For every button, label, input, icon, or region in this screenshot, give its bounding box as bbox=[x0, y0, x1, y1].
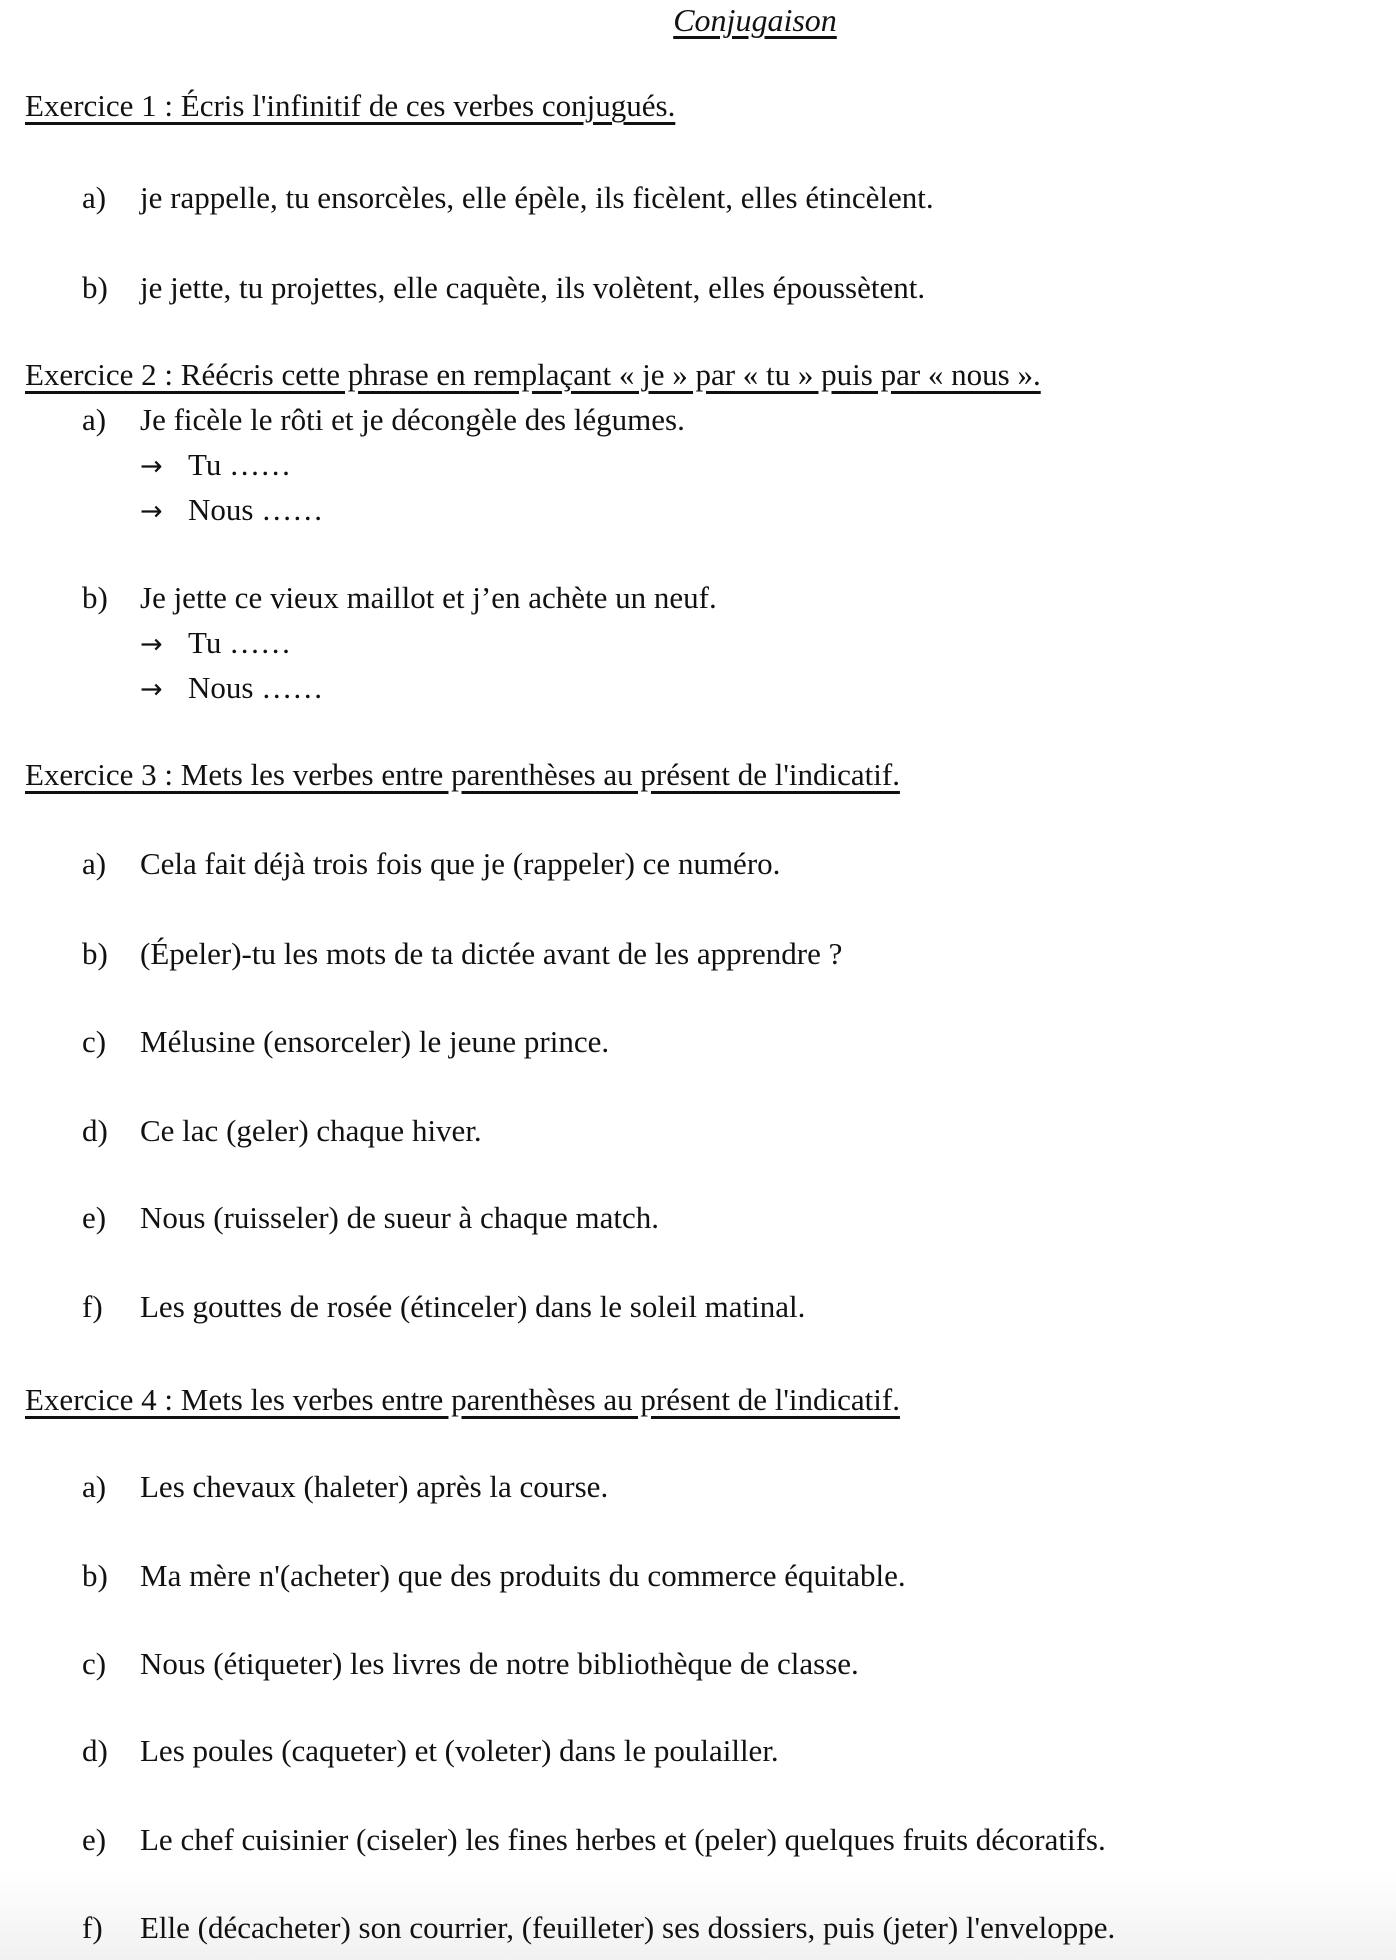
exercise-2-item-b bbox=[82, 580, 717, 616]
exercise-1-item-a bbox=[82, 180, 934, 216]
exercise-3-item-d bbox=[82, 1113, 482, 1149]
item-text: Ma mère n'(acheter) que des produits du commerce équitable. bbox=[140, 1558, 906, 1593]
item-letter: d) bbox=[82, 1113, 108, 1148]
exercise-4-item-c bbox=[82, 1646, 859, 1682]
exercise-4-item-b bbox=[82, 1558, 906, 1594]
item-letter: f) bbox=[82, 1910, 103, 1945]
item-letter: b) bbox=[82, 580, 108, 615]
item-letter: a) bbox=[82, 1469, 107, 1504]
item-text: je rappelle, tu ensorcèles, elle épèle, ils ficèlent, elles étincèlent. bbox=[140, 180, 934, 215]
item-text: Nous (étiqueter) les livres de notre bibliothèque de classe. bbox=[140, 1646, 859, 1681]
item-letter: b) bbox=[82, 936, 108, 971]
item-letter: f) bbox=[82, 1289, 103, 1324]
answer-prompt: Tu …… bbox=[188, 447, 292, 482]
item-text: Mélusine (ensorceler) le jeune prince. bbox=[140, 1024, 610, 1059]
arrow-right-icon: → bbox=[140, 451, 163, 482]
exercise-4-item-a bbox=[82, 1469, 608, 1505]
exercise-3-item-f bbox=[82, 1289, 805, 1325]
exercise-2-heading: Exercice 2 : Réécris cette phrase en remplaçant « je » par « tu » puis par « nous ». bbox=[25, 357, 1041, 392]
exercise-3-item-c bbox=[82, 1024, 609, 1060]
item-letter: c) bbox=[82, 1024, 107, 1059]
exercise-4-item-d bbox=[82, 1733, 779, 1769]
answer-prompt: Nous …… bbox=[188, 670, 324, 705]
item-letter: c) bbox=[82, 1646, 107, 1681]
exercise-4-item-e bbox=[82, 1822, 1106, 1858]
exercise-4-heading: Exercice 4 : Mets les verbes entre parenthèses au présent de l'indicatif. bbox=[25, 1382, 900, 1417]
item-text: Je jette ce vieux maillot et j’en achète un neuf. bbox=[140, 580, 717, 615]
item-text: Les poules (caqueter) et (voleter) dans le poulailler. bbox=[140, 1733, 779, 1768]
arrow-right-icon: → bbox=[140, 496, 163, 527]
item-letter: a) bbox=[82, 402, 107, 437]
exercise-2-a-answer-nous bbox=[140, 492, 323, 528]
exercise-2-b-answer-nous bbox=[140, 670, 323, 706]
page-title: Conjugaison bbox=[673, 2, 837, 38]
item-text: (Épeler)-tu les mots de ta dictée avant de les apprendre ? bbox=[140, 936, 843, 971]
arrow-right-icon: → bbox=[140, 674, 163, 705]
exercise-2-b-answer-tu bbox=[140, 625, 291, 661]
exercise-1-heading: Exercice 1 : Écris l'infinitif de ces verbes conjugués. bbox=[25, 88, 676, 123]
exercise-3-item-b bbox=[82, 936, 842, 972]
answer-prompt: Nous …… bbox=[188, 492, 324, 527]
item-text: Elle (décacheter) son courrier, (feuilleter) ses dossiers, puis (jeter) l'enveloppe. bbox=[140, 1910, 1116, 1945]
exercise-2-item-a bbox=[82, 402, 685, 438]
item-text: Le chef cuisinier (ciseler) les fines herbes et (peler) quelques fruits décoratifs. bbox=[140, 1822, 1106, 1857]
exercise-4-item-f bbox=[82, 1910, 1115, 1946]
arrow-right-icon: → bbox=[140, 629, 163, 660]
exercise-1-item-b bbox=[82, 270, 925, 306]
item-letter: e) bbox=[82, 1200, 107, 1235]
answer-prompt: Tu …… bbox=[188, 625, 292, 660]
item-letter: b) bbox=[82, 1558, 108, 1593]
item-letter: d) bbox=[82, 1733, 108, 1768]
item-letter: b) bbox=[82, 270, 108, 305]
item-text: je jette, tu projettes, elle caquète, ils volètent, elles époussètent. bbox=[140, 270, 926, 305]
item-text: Les chevaux (haleter) après la course. bbox=[140, 1469, 609, 1504]
exercise-2-a-answer-tu bbox=[140, 447, 291, 483]
item-text: Ce lac (geler) chaque hiver. bbox=[140, 1113, 482, 1148]
item-letter: a) bbox=[82, 846, 107, 881]
exercise-3-item-a bbox=[82, 846, 780, 882]
item-letter: a) bbox=[82, 180, 107, 215]
exercise-3-heading: Exercice 3 : Mets les verbes entre parenthèses au présent de l'indicatif. bbox=[25, 757, 900, 792]
item-letter: e) bbox=[82, 1822, 107, 1857]
item-text: Nous (ruisseler) de sueur à chaque match. bbox=[140, 1200, 660, 1235]
exercise-3-item-e bbox=[82, 1200, 659, 1236]
item-text: Je ficèle le rôti et je décongèle des légumes. bbox=[140, 402, 685, 437]
item-text: Cela fait déjà trois fois que je (rappeler) ce numéro. bbox=[140, 846, 781, 881]
item-text: Les gouttes de rosée (étinceler) dans le soleil matinal. bbox=[140, 1289, 806, 1324]
